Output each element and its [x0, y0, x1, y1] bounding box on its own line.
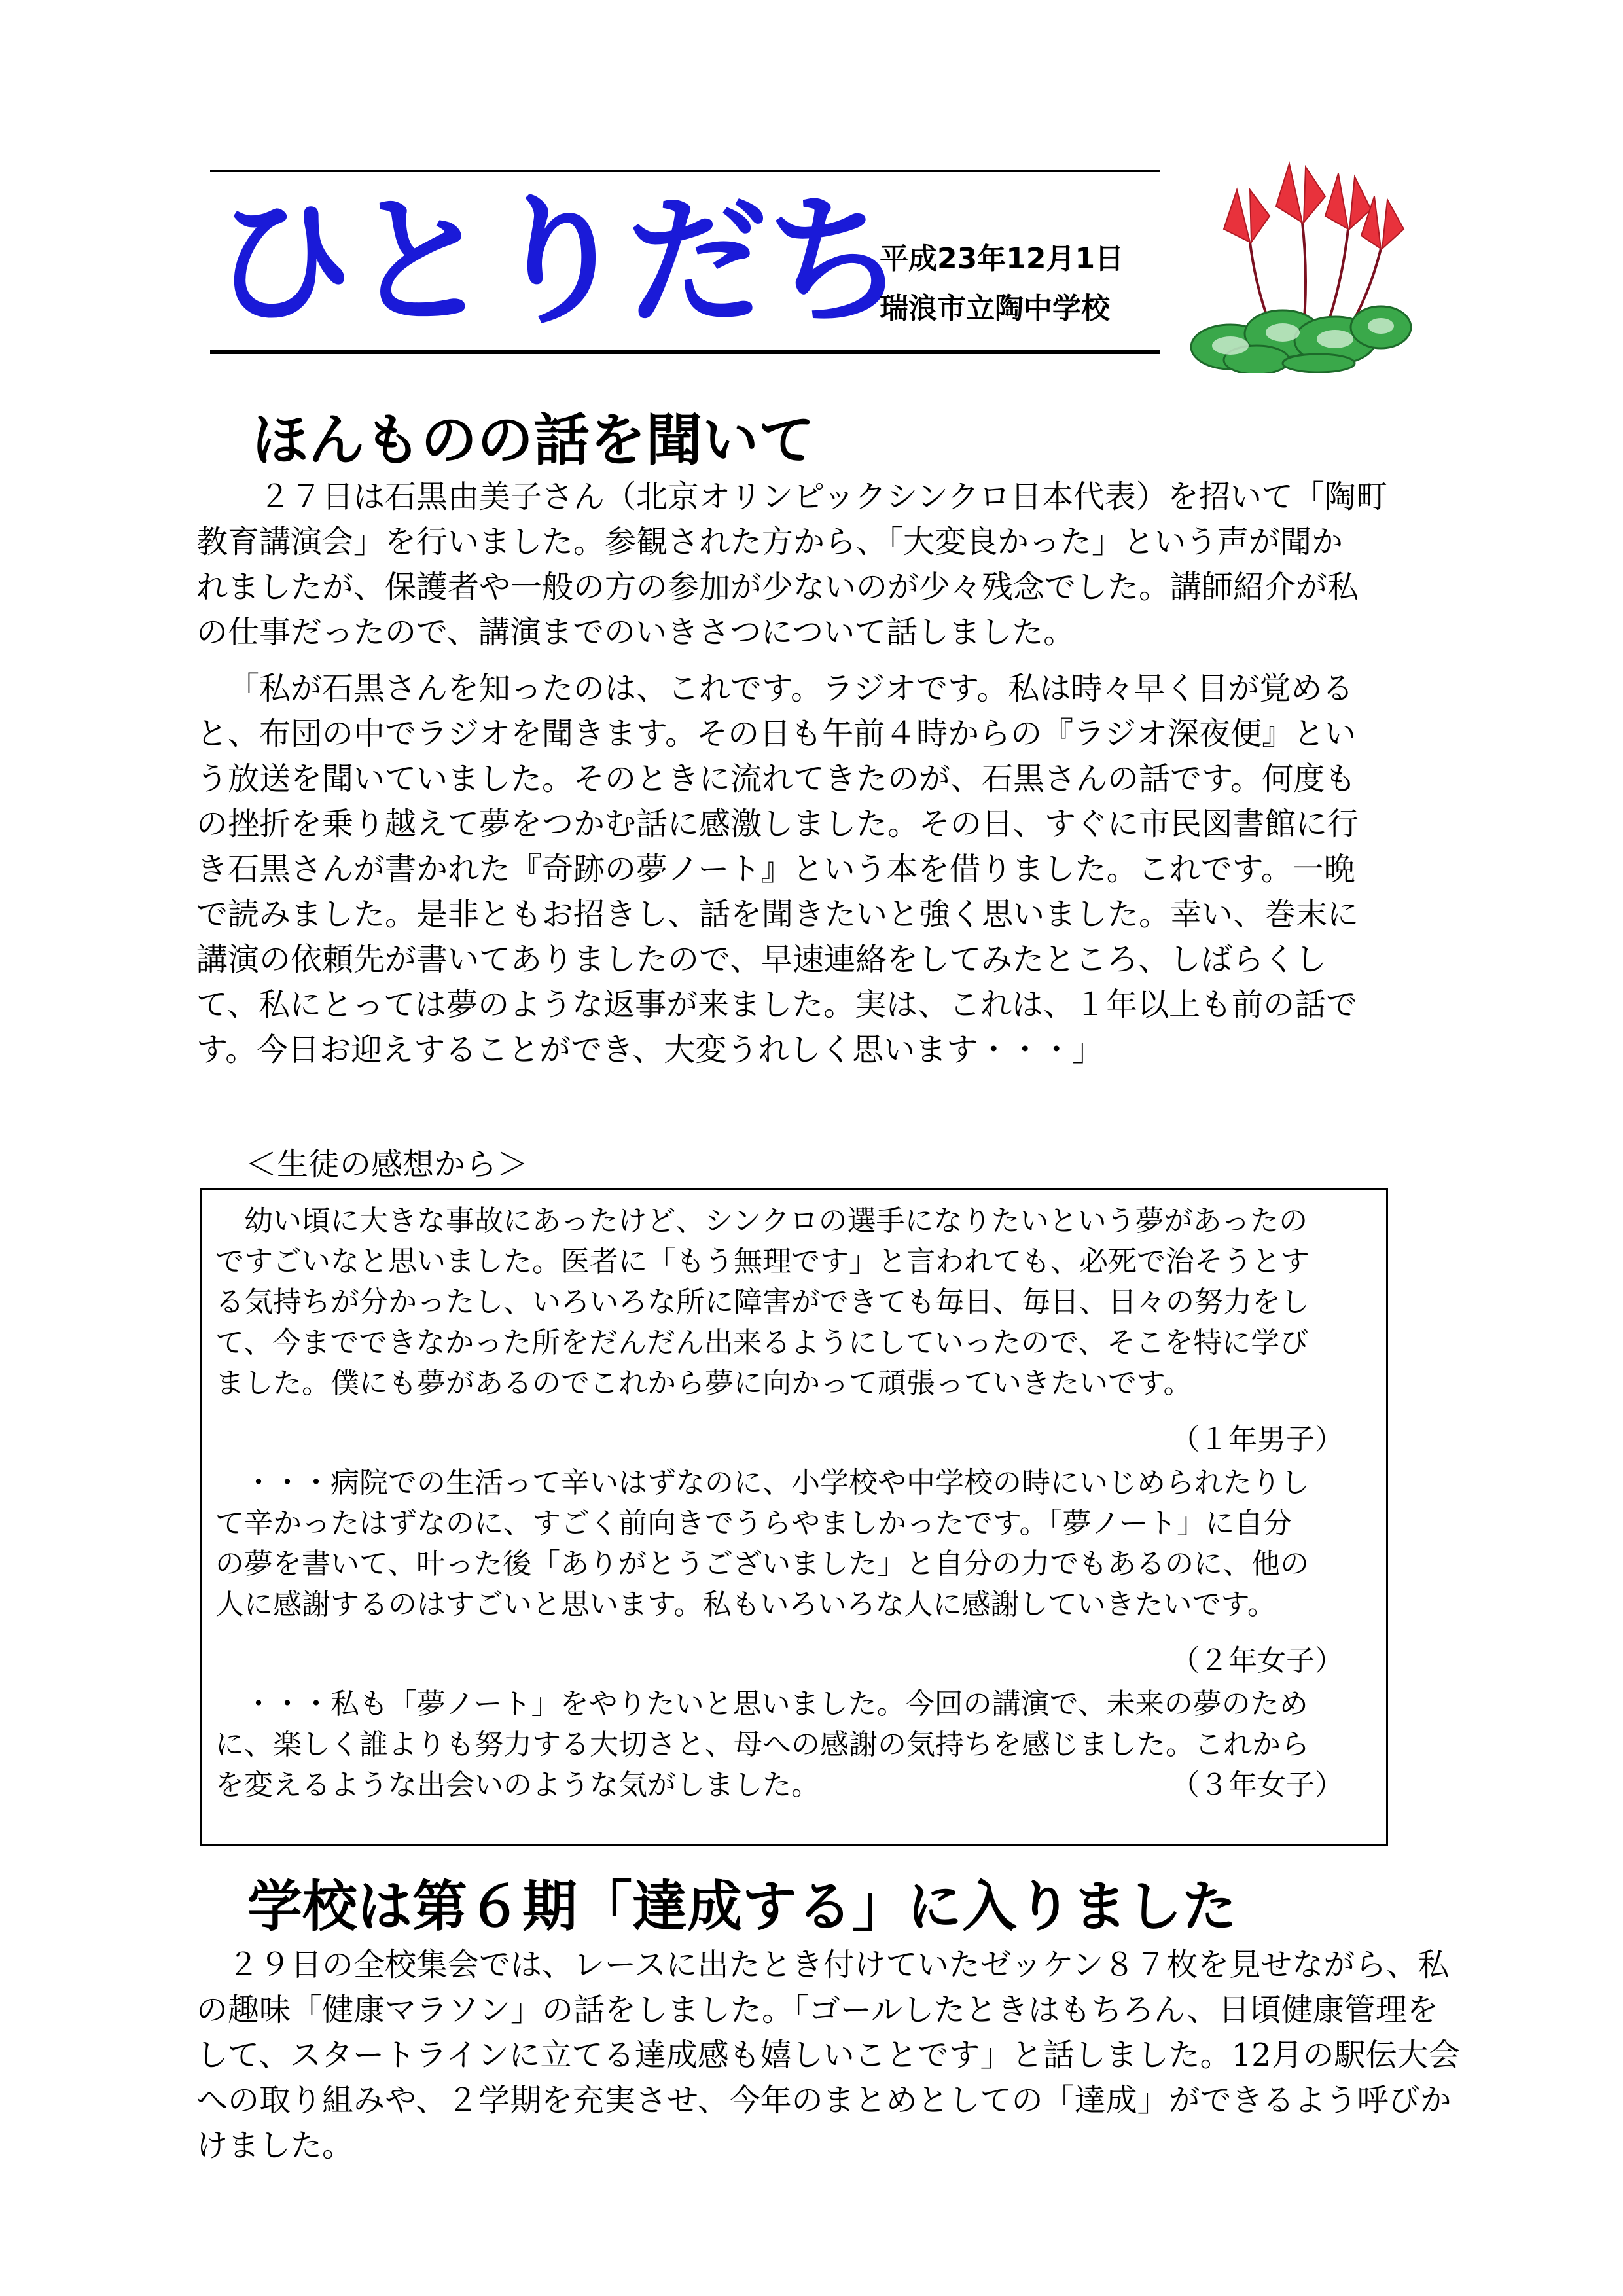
cyclamen-flower-icon [1178, 151, 1414, 373]
article-paragraph [196, 1943, 1460, 2168]
text-line: 「私が石黒さんを知ったのは、これです。ラジオです。私は時々早く目が覚める [228, 670, 1354, 707]
text-line: き石黒さんが書かれた『奇跡の夢ノート』という本を借りました。これです。一晩 [196, 851, 1355, 888]
header-bottom-rule [210, 350, 1160, 354]
article-heading: 学校は第６期「達成する」に入りました [247, 1874, 1238, 1939]
text-line: ・・・私も「夢ノート」をやりたいと思いました。今回の講演で、未来の夢のため [244, 1687, 1308, 1721]
text-line: ですごいなと思いました。医者に「もう無理です」と言われても、必死で治そうとす [215, 1245, 1310, 1278]
text-line: ２７日は石黒由美子さん（北京オリンピックシンクロ日本代表）を招いて「陶町 [259, 478, 1387, 515]
text-line: ２９日の全校集会では、レースに出たとき付けていたゼッケン８７枚を見せながら、私 [228, 1946, 1450, 1983]
text-line: る気持ちが分かったし、いろいろな所に障害ができても毎日、毎日、日々の努力をし [215, 1285, 1310, 1319]
text-line: て辛かったはずなのに、すごく前向きでうらやましかったです。「夢ノート」に自分 [215, 1507, 1293, 1540]
text-line: 幼い頃に大きな事故にあったけど、シンクロの選手になりたいという夢があったの [244, 1204, 1308, 1238]
text-line: を変えるような出会いのような気がしました。 [215, 1768, 820, 1802]
text-line: 講演の依頼先が書いてありましたので、早速連絡をしてみたところ、しばらくし [196, 941, 1327, 978]
impressions-box [200, 1188, 1388, 1846]
text-line: けました。 [196, 2127, 354, 2164]
article-paragraph [196, 666, 1359, 1073]
impression-text [215, 1202, 1310, 1405]
text-line: の趣味「健康マラソン」の話をしました。「ゴールしたときはもちろん、日頃健康管理を [196, 1992, 1438, 2028]
text-line: 教育講演会」を行いました。参観された方から、「大変良かった」という声が聞か [196, 524, 1344, 560]
text-line: の夢を書いて、叶った後「ありがとうございました」と自分の力でもあるのに、他の [215, 1547, 1310, 1581]
issue-date: 平成23年12月1日 [880, 242, 1124, 276]
text-line: で読みました。是非ともお招きし、話を聞きたいと強く思いました。幸い、巻末に [196, 896, 1359, 933]
text-line: と、布団の中でラジオを聞きます。その日も午前４時からの『ラジオ深夜便』とい [196, 715, 1357, 752]
impression-author: （３年女子） [1171, 1768, 1344, 1802]
impression-author: （２年女子） [1171, 1644, 1344, 1677]
text-line: の仕事だったので、講演までのいきさつについて話しました。 [196, 614, 1075, 651]
header-meta [880, 234, 1124, 334]
text-line: て、今までできなかった所をだんだん出来るようにしていったので、そこを特に学び [215, 1326, 1309, 1359]
text-line: に、楽しく誰よりも努力する大切さと、母への感謝の気持ちを感じました。これから [215, 1728, 1310, 1761]
text-line: て、私にとっては夢のような返事が来ました。実は、これは、１年以上も前の話で [196, 986, 1358, 1023]
text-line: ました。僕にも夢があるのでこれから夢に向かって頑張っていきたいです。 [215, 1367, 1192, 1400]
header-top-rule [210, 170, 1160, 172]
text-line: 人に感謝するのはすごいと思います。私もいろいろな人に感謝していきたいです。 [215, 1588, 1276, 1621]
impression-author: （１年男子） [1171, 1423, 1344, 1456]
text-line: ・・・病院での生活って辛いはずなのに、小学校や中学校の時にいじめられたりし [244, 1466, 1310, 1499]
text-line: れましたが、保護者や一般の方の参加が少ないのが少々残念でした。講師紹介が私 [196, 569, 1359, 605]
article-paragraph [196, 475, 1387, 655]
text-line: う放送を聞いていました。そのときに流れてきたのが、石黒さんの話です。何度も [196, 761, 1357, 797]
text-line: の挫折を乗り越えて夢をつかむ話に感激しました。その日、すぐに市民図書館に行 [196, 806, 1359, 842]
impression-text [215, 1685, 1310, 1806]
text-line: への取り組みや、２学期を充実させ、今年のまとめとしての「達成」ができるよう呼びか [196, 2082, 1452, 2119]
impressions-heading: ＜生徒の感想から＞ [245, 1146, 529, 1183]
impression-text [215, 1463, 1310, 1626]
text-line: す。今日お迎えすることができ、大変うれしく思います・・・」 [196, 1031, 1104, 1068]
text-line: して、スタートラインに立てる達成感も嬉しいことです」と話しました。12月の駅伝大会 [196, 2037, 1460, 2073]
newsletter-title: ひとりだち [213, 179, 903, 344]
article-heading: ほんものの話を聞いて [252, 408, 815, 473]
school-name: 瑞浪市立陶中学校 [880, 292, 1110, 325]
